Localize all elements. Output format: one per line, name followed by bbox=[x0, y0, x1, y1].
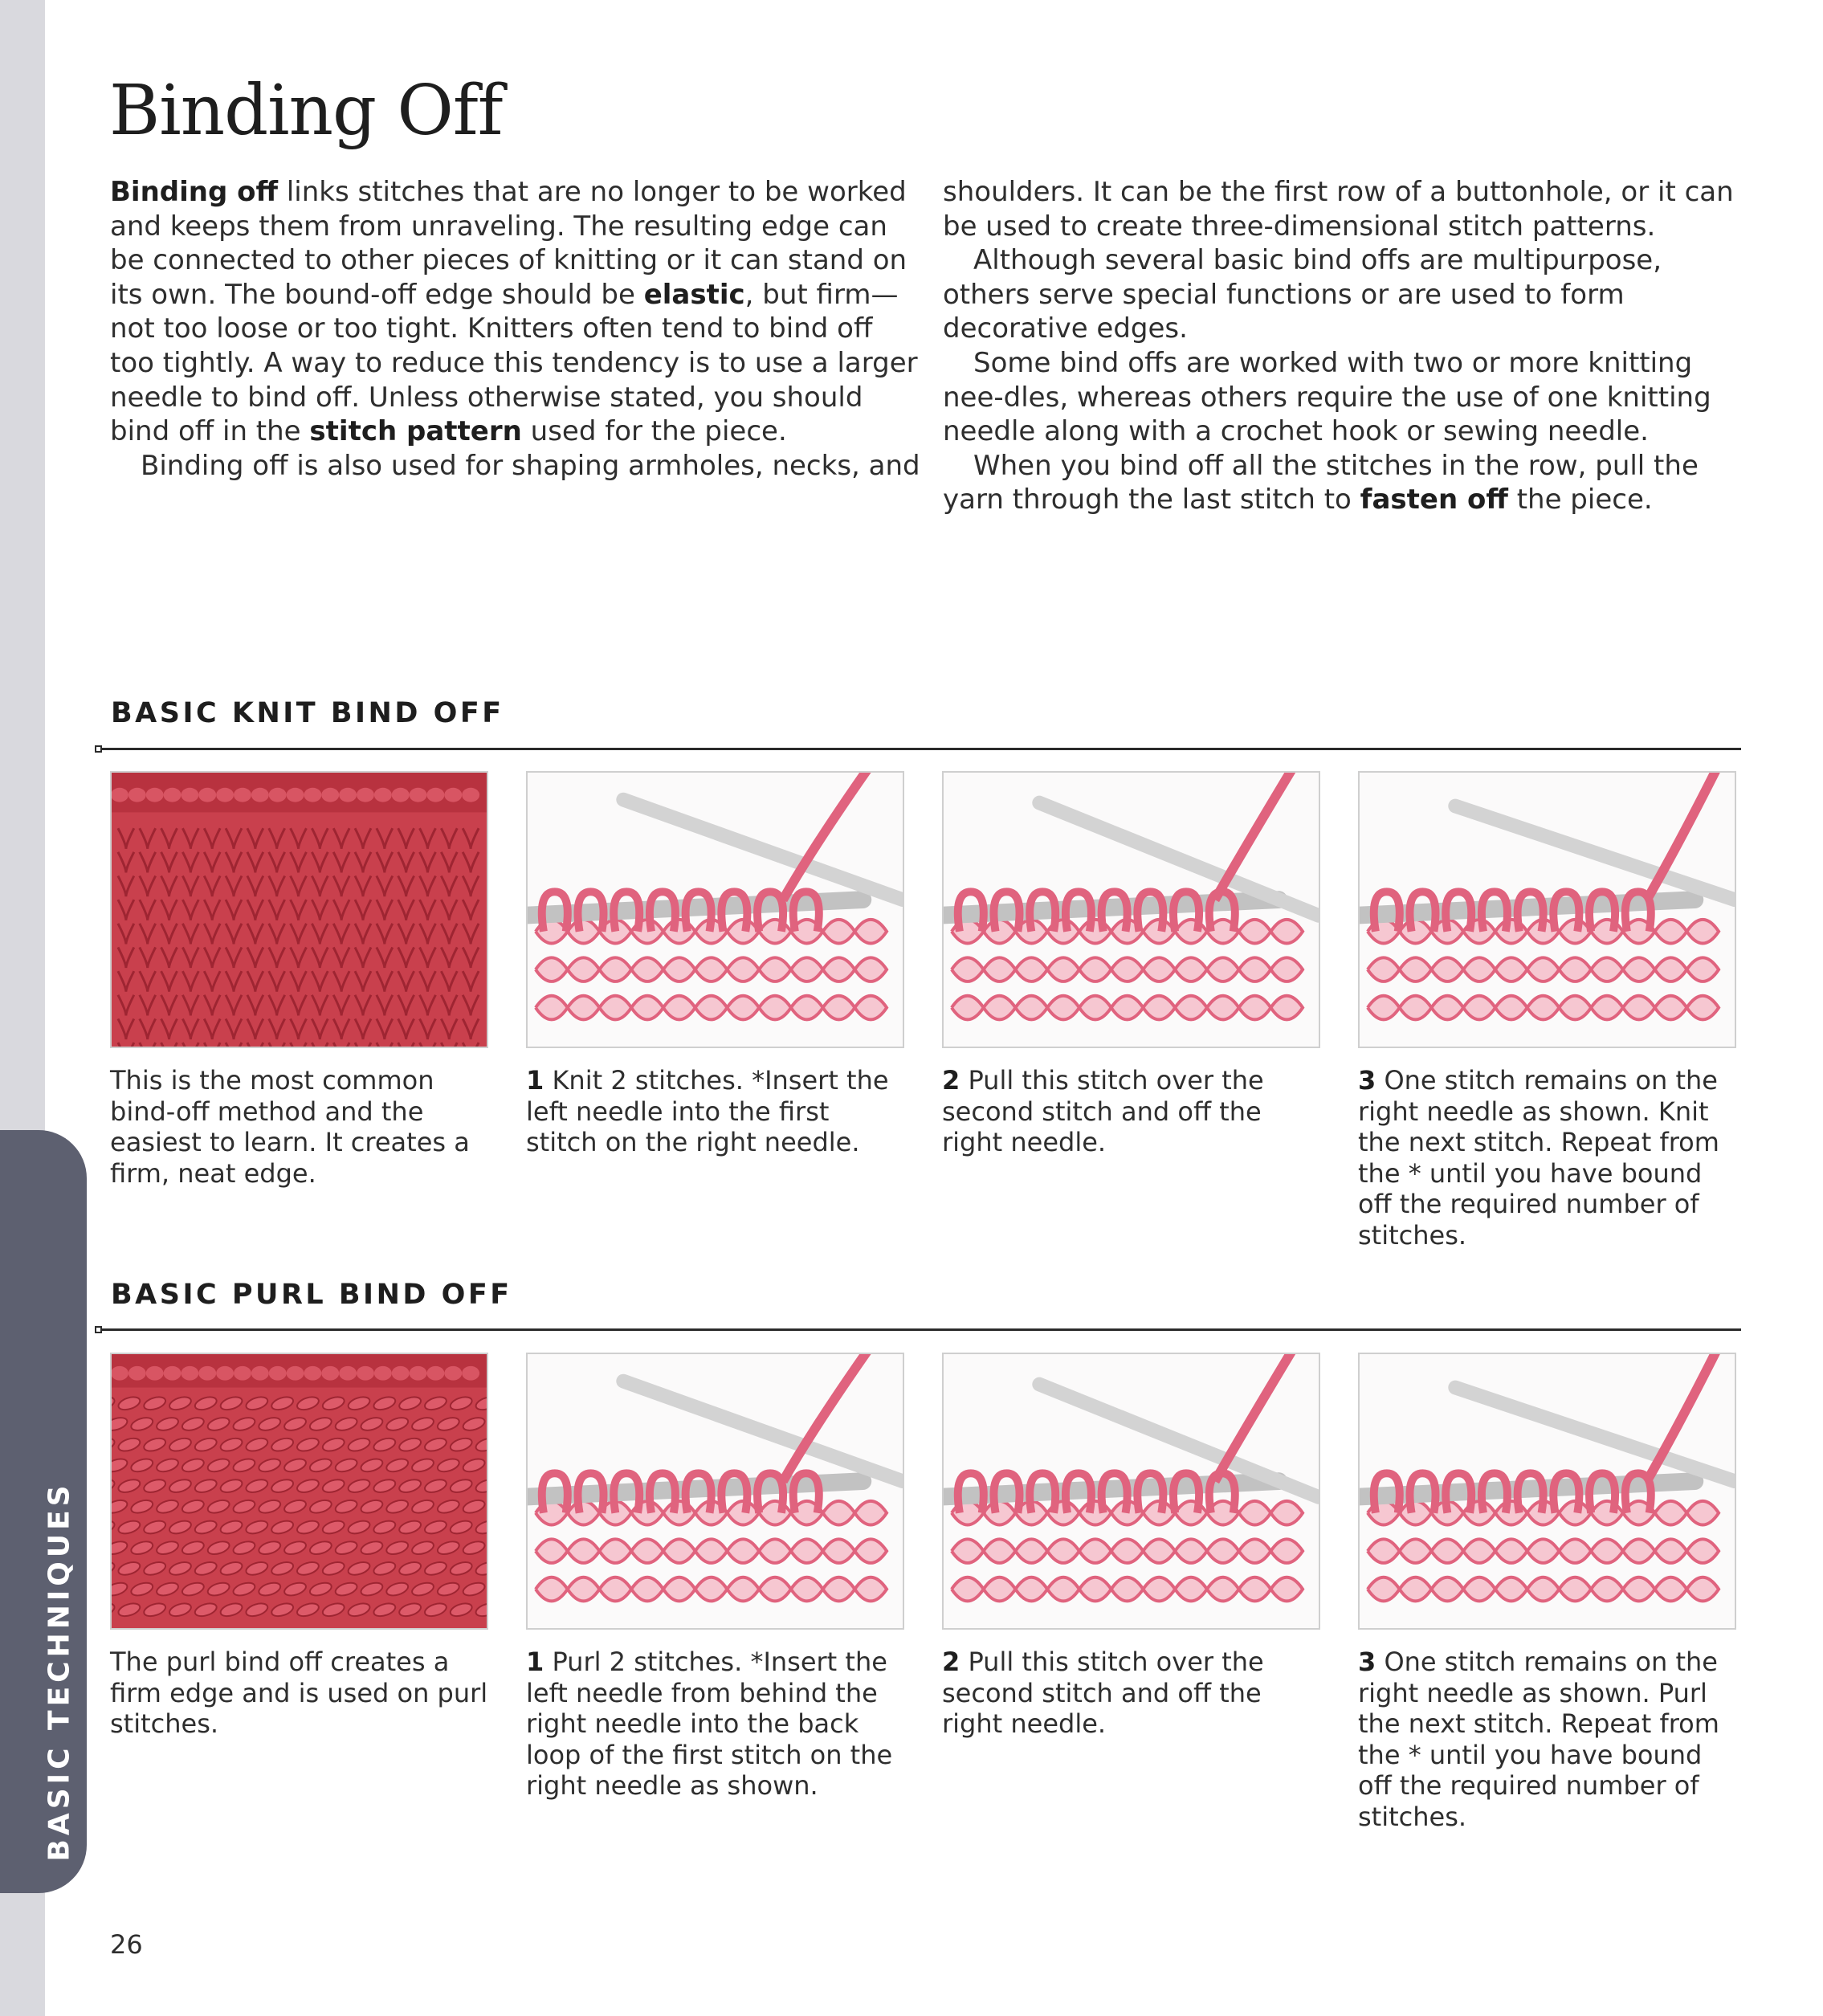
intro-paragraph-2: Binding off is also used for shaping armholes, necks, and bbox=[141, 449, 920, 482]
chapter-tab-label bbox=[43, 1481, 76, 1908]
intro-paragraph-3: Although several basic bind offs are multipurpose, others serve special functions or are used to form decorative edges. bbox=[943, 244, 1662, 345]
page-number: 26 bbox=[110, 1929, 143, 1960]
step-number: 1 bbox=[526, 1647, 544, 1677]
knit-step-3-caption: 3 One stitch remains on the right needle as shown. Knit the next stitch. Repeat from the * until you have bound off the required number of stitches. bbox=[1358, 1065, 1719, 1251]
section-rule bbox=[96, 1328, 1741, 1331]
step-number: 3 bbox=[1358, 1647, 1376, 1677]
knit-swatch-photo bbox=[110, 771, 488, 1048]
purl-step-1-illustration bbox=[526, 1353, 904, 1630]
intro-column-right bbox=[943, 175, 1746, 517]
step-number: 1 bbox=[526, 1065, 544, 1096]
section-rule bbox=[96, 748, 1741, 750]
section-rule-marker bbox=[95, 745, 102, 753]
term-binding-off: Binding off bbox=[110, 176, 279, 208]
chapter-title: BASIC TECHNIQUES bbox=[43, 1481, 76, 1862]
knit-step-1-caption: 1 Knit 2 stitches. *Insert the left needle into the first stitch on the right needle. bbox=[526, 1065, 889, 1158]
purl-step-2-illustration bbox=[942, 1353, 1320, 1630]
section-rule-marker bbox=[95, 1326, 102, 1333]
knit-step-3-illustration bbox=[1358, 771, 1736, 1048]
purl-swatch-photo bbox=[110, 1353, 488, 1630]
step-number: 2 bbox=[942, 1065, 960, 1096]
purl-swatch-caption: The purl bind off creates a firm edge and is used on purl stitches. bbox=[110, 1647, 488, 1740]
term-fasten-off: fasten off bbox=[1360, 484, 1508, 516]
knit-step-2-illustration bbox=[942, 771, 1320, 1048]
knit-swatch-caption: This is the most common bind-off method and the easiest to learn. It creates a firm, neat edge. bbox=[110, 1065, 470, 1189]
purl-step-1-caption: 1 Purl 2 stitches. *Insert the left needle from behind the right needle into the back loop of the first stitch on the right needle as shown. bbox=[526, 1647, 893, 1802]
intro-paragraph-2-continued: shoulders. It can be the first row of a buttonhole, or it can be used to create three-dimensional stitch patterns. bbox=[943, 176, 1734, 243]
knit-step-1-illustration bbox=[526, 771, 904, 1048]
purl-step-2-caption: 2 Pull this stitch over the second stitch and off the right needle. bbox=[942, 1647, 1264, 1740]
intro-column-left bbox=[110, 175, 921, 483]
term-elastic: elastic bbox=[643, 278, 745, 311]
term-stitch-pattern: stitch pattern bbox=[309, 415, 522, 448]
chapter-number: 1 bbox=[43, 1883, 76, 1908]
step-number: 2 bbox=[942, 1647, 960, 1677]
intro-paragraph-5: When you bind off all the stitches in the row, pull the yarn through the last stitch to fasten off the piece. bbox=[943, 449, 1699, 516]
step-number: 3 bbox=[1358, 1065, 1376, 1096]
knit-step-2-caption: 2 Pull this stitch over the second stitch and off the right needle. bbox=[942, 1065, 1264, 1158]
page-title: Binding Off bbox=[109, 71, 503, 151]
purl-step-3-illustration bbox=[1358, 1353, 1736, 1630]
intro-paragraph-4: Some bind offs are worked with two or more knitting nee-dles, whereas others require the use of one knitting needle along with a crochet hook or sewing needle. bbox=[943, 346, 1711, 448]
intro-paragraph-1: Binding off links stitches that are no longer to be worked and keeps them from unraveling. The resulting edge can be connected to other pieces of knitting or it can stand on its own. The bound-off edge should be elastic, but firm—not too loose or too tight. Knitters often tend to bind off too tightly. A way to reduce this tendency is to use a larger needle to bind off. Unless otherwise stated, you should bind off in the stitch pattern used for the piece. bbox=[110, 176, 918, 448]
section-heading-purl-bind-off: BASIC PURL BIND OFF bbox=[111, 1279, 512, 1311]
section-heading-knit-bind-off: BASIC KNIT BIND OFF bbox=[111, 697, 504, 729]
purl-step-3-caption: 3 One stitch remains on the right needle as shown. Purl the next stitch. Repeat from the * until you have bound off the required number of stitches. bbox=[1358, 1647, 1719, 1832]
